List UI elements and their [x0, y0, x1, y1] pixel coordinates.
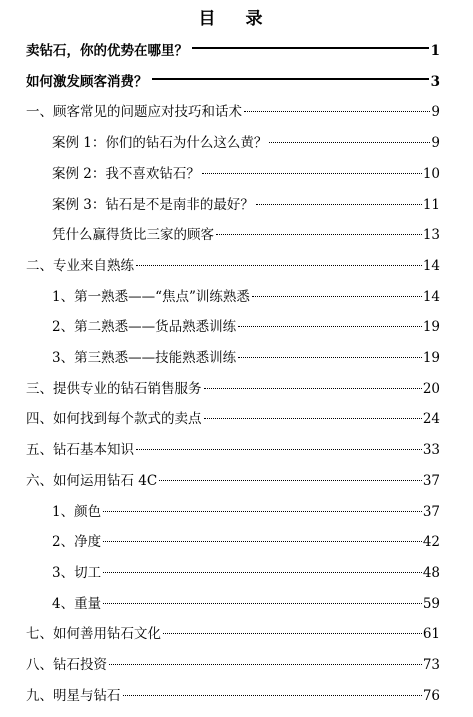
toc-entry[interactable] [52, 162, 440, 186]
toc-entry-label: 3、切工 [52, 564, 102, 581]
toc-entry-page-number: 33 [422, 442, 440, 459]
dot-leader [109, 664, 422, 665]
toc-entry-page-number: 11 [422, 196, 440, 213]
dot-leader [204, 418, 422, 419]
toc-entry-label: 3、第三熟悉——技能熟悉训练 [52, 350, 237, 366]
dot-leader [192, 47, 429, 49]
toc-entry-page-number: 61 [422, 626, 440, 643]
toc-entry[interactable] [26, 469, 440, 493]
toc-entry-label: 三、提供专业的钻石销售服务 [26, 380, 202, 397]
toc-entry-label: 如何激发顾客消费？ [26, 73, 148, 90]
toc-entry-label: 凭什么赢得货比三家的顾客 [52, 227, 214, 244]
toc-entry-page-number: 3 [430, 73, 440, 90]
page-title: 目 录 [198, 9, 275, 29]
dot-leader [123, 695, 422, 696]
toc-entry-label: 2、净度 [52, 534, 102, 551]
dot-leader [152, 78, 429, 80]
toc-entry[interactable] [26, 622, 440, 646]
toc-entry-label: 八、钻石投资 [26, 657, 107, 673]
toc-entry-label: 案例 2：我不喜欢钻石？ [52, 165, 200, 182]
dot-leader [238, 326, 422, 327]
toc-entry-page-number: 48 [422, 564, 440, 581]
toc-entry-label: 七、如何善用钻石文化 [26, 626, 161, 643]
toc-entry[interactable] [52, 500, 440, 524]
toc-entry[interactable] [26, 653, 440, 677]
dot-leader [269, 142, 430, 143]
dot-leader [238, 357, 422, 358]
toc-entry-label: 二、专业来自熟练 [26, 257, 134, 274]
dot-leader [136, 265, 422, 266]
toc-entry-page-number: 37 [422, 472, 440, 489]
toc-entry-page-number: 13 [422, 227, 440, 244]
dot-leader [103, 541, 422, 542]
toc-entry[interactable] [52, 561, 440, 585]
toc-entry-page-number: 24 [422, 411, 440, 428]
toc-entry-label: 九、明星与钻石 [26, 687, 121, 704]
dot-leader [256, 204, 422, 205]
toc-entry[interactable] [52, 592, 440, 616]
dot-leader [252, 296, 422, 297]
dot-leader [204, 388, 422, 389]
dot-leader [136, 449, 422, 450]
toc-entry[interactable] [52, 530, 440, 554]
dot-leader [159, 480, 422, 481]
dot-leader [163, 633, 422, 634]
toc-entry[interactable] [26, 377, 440, 401]
dot-leader [244, 111, 430, 112]
toc-entry-label: 案例 3：钻石是不是南非的最好？ [52, 196, 254, 213]
dot-leader [103, 511, 422, 512]
toc-entry-label: 2、第二熟悉——货品熟悉训练 [52, 319, 237, 336]
toc-entry-page-number: 9 [431, 104, 440, 121]
toc-entry-label: 案例 1：你们的钻石为什么这么黄？ [52, 135, 268, 152]
toc-entry-label: 卖钻石，你的优势在哪里？ [26, 43, 188, 59]
toc-entry-page-number: 42 [422, 534, 440, 551]
toc-entry-page-number: 14 [422, 288, 440, 305]
toc-entry-label: 1、第一熟悉——“焦点”训练熟悉 [52, 288, 250, 305]
toc-entry[interactable] [26, 407, 440, 431]
toc-entry-label: 4、重量 [52, 595, 102, 612]
toc-entry[interactable] [52, 131, 440, 155]
toc-entry-page-number: 20 [422, 380, 440, 397]
toc-entry-page-number: 76 [422, 687, 440, 704]
toc-entry[interactable] [26, 684, 440, 708]
toc-entry-page-number: 14 [422, 257, 440, 274]
toc-entry-page-number: 59 [422, 595, 440, 612]
dot-leader [103, 603, 422, 604]
toc-entry-page-number: 1 [430, 43, 440, 59]
toc-entry-page-number: 10 [422, 165, 440, 182]
toc-entry-page-number: 19 [422, 350, 440, 366]
toc-entry-page-number: 19 [422, 319, 440, 336]
toc-entry[interactable] [52, 193, 440, 217]
toc-entry-label: 五、钻石基本知识 [26, 442, 134, 459]
toc-entry[interactable] [52, 346, 440, 370]
toc-entry-page-number: 37 [422, 503, 440, 520]
toc-entry-label: 四、如何找到每个款式的卖点 [26, 411, 202, 428]
toc-entry[interactable] [52, 315, 440, 339]
dot-leader [216, 234, 422, 235]
dot-leader [103, 572, 422, 573]
toc-entry[interactable] [26, 70, 440, 94]
toc-entry-label: 六、如何运用钻石 4C [26, 472, 158, 489]
toc-entry-page-number: 9 [431, 135, 440, 152]
toc-entry[interactable] [26, 438, 440, 462]
toc-entry-label: 1、颜色 [52, 503, 102, 520]
toc-entry-page-number: 73 [422, 657, 440, 673]
toc-entry[interactable] [52, 223, 440, 247]
toc-entry[interactable] [26, 254, 440, 278]
dot-leader [202, 173, 422, 174]
toc-entry[interactable] [26, 100, 440, 124]
toc-entry[interactable] [26, 39, 440, 63]
toc-entry-label: 一、顾客常见的问题应对技巧和话术 [26, 104, 242, 121]
toc-entry[interactable] [52, 285, 440, 309]
